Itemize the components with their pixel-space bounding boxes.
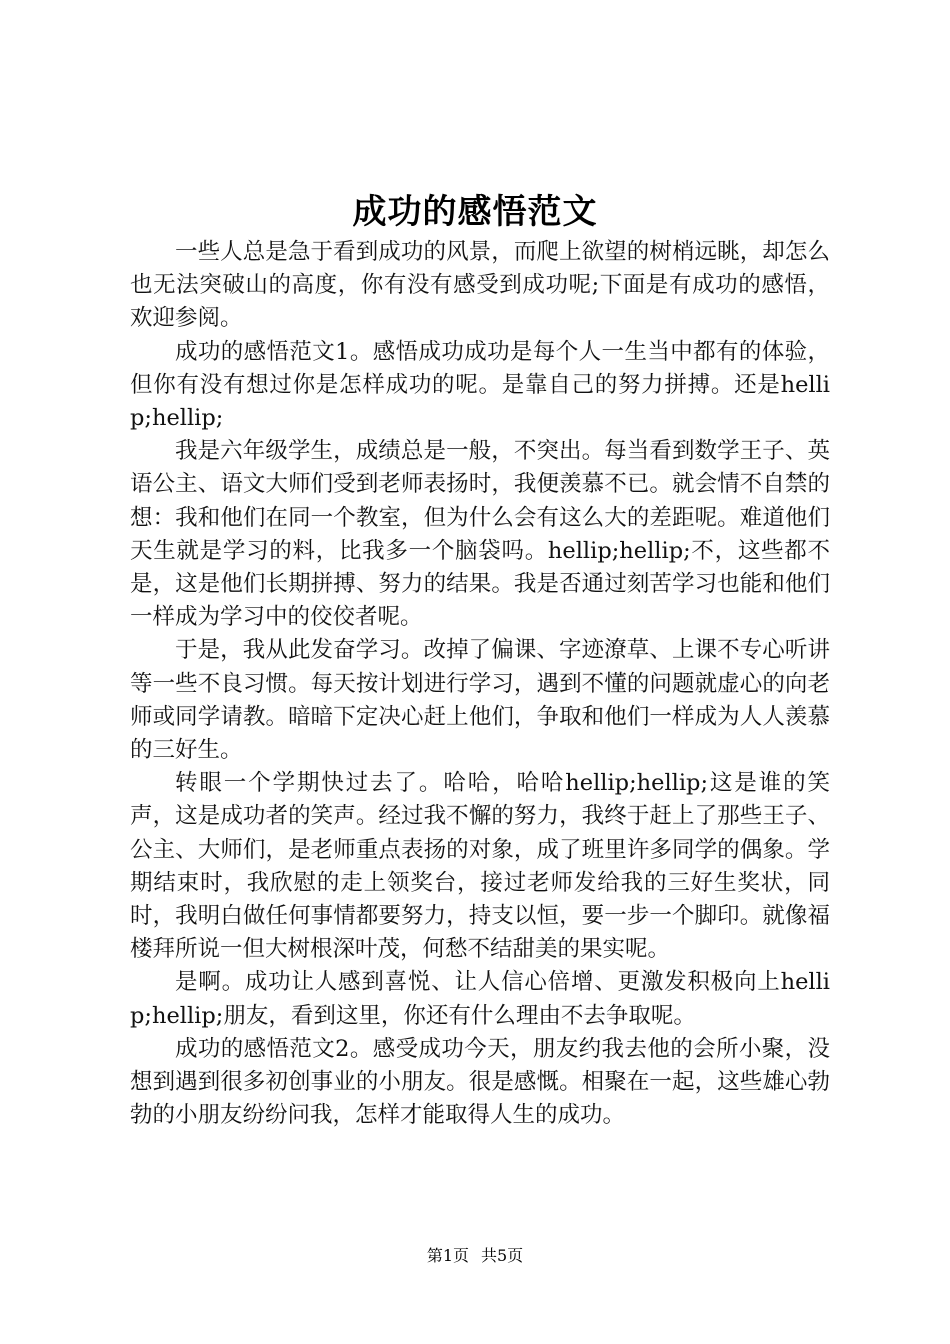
paragraph: 于是，我从此发奋学习。改掉了偏课、字迹潦草、上课不专心听讲等一些不良习惯。每天按计划进行学习，遇到不懂的问题就虚心的向老师或同学请教。暗暗下定决心赶上他们，争取和他们一样成为人人羡慕的三好生。: [130, 637, 830, 764]
paragraph: 成功的感悟范文2。感受成功今天，朋友约我去他的会所小聚，没想到遇到很多初创事业的小朋友。很是感慨。相聚在一起，这些雄心勃勃的小朋友纷纷问我，怎样才能取得人生的成功。: [130, 1035, 830, 1129]
page-number: 第1页: [426, 1246, 469, 1265]
paragraph: 成功的感悟范文1。感悟成功成功是每个人一生当中都有的体验，但你有没有想过你是怎样成功的呢。是靠自己的努力拼搏。还是hellip;hellip;: [130, 338, 830, 432]
paragraph: 转眼一个学期快过去了。哈哈，哈哈hellip;hellip;这是谁的笑声，这是成功者的笑声。经过我不懈的努力，我终于赶上了那些王子、公主、大师们，是老师重点表扬的对象，成了班里许多同学的偶象。学期结束时，我欣慰的走上领奖台，接过老师发给我的三好生奖状，同时，我明白做任何事情都要努力，持支以恒，要一步一个脚印。就像福楼拜所说一但大树根深叶茂，何愁不结甜美的果实呢。: [130, 770, 830, 963]
paragraph: 一些人总是急于看到成功的风景，而爬上欲望的树梢远眺，却怎么也无法突破山的高度，你有没有感受到成功呢;下面是有成功的感悟，欢迎参阅。: [130, 239, 830, 332]
page-footer: [0, 1243, 950, 1266]
page-total: 共5页: [481, 1246, 524, 1265]
paragraph: 我是六年级学生，成绩总是一般，不突出。每当看到数学王子、英语公主、语文大师们受到老师表扬时，我便羡慕不已。就会情不自禁的想：我和他们在同一个教室，但为什么会有这么大的差距呢。难道他们天生就是学习的料，比我多一个脑袋吗。hellip;hellip;不，这些都不是，这是他们长期拼搏、努力的结果。我是否通过刻苦学习也能和他们一样成为学习中的佼佼者呢。: [130, 438, 830, 631]
document-body: [130, 236, 830, 1132]
document-title: 成功的感悟范文: [352, 192, 598, 232]
paragraph: 是啊。成功让人感到喜悦、让人信心倍增、更激发积极向上hellip;hellip;朋友，看到这里，你还有什么理由不去争取呢。: [130, 969, 830, 1029]
